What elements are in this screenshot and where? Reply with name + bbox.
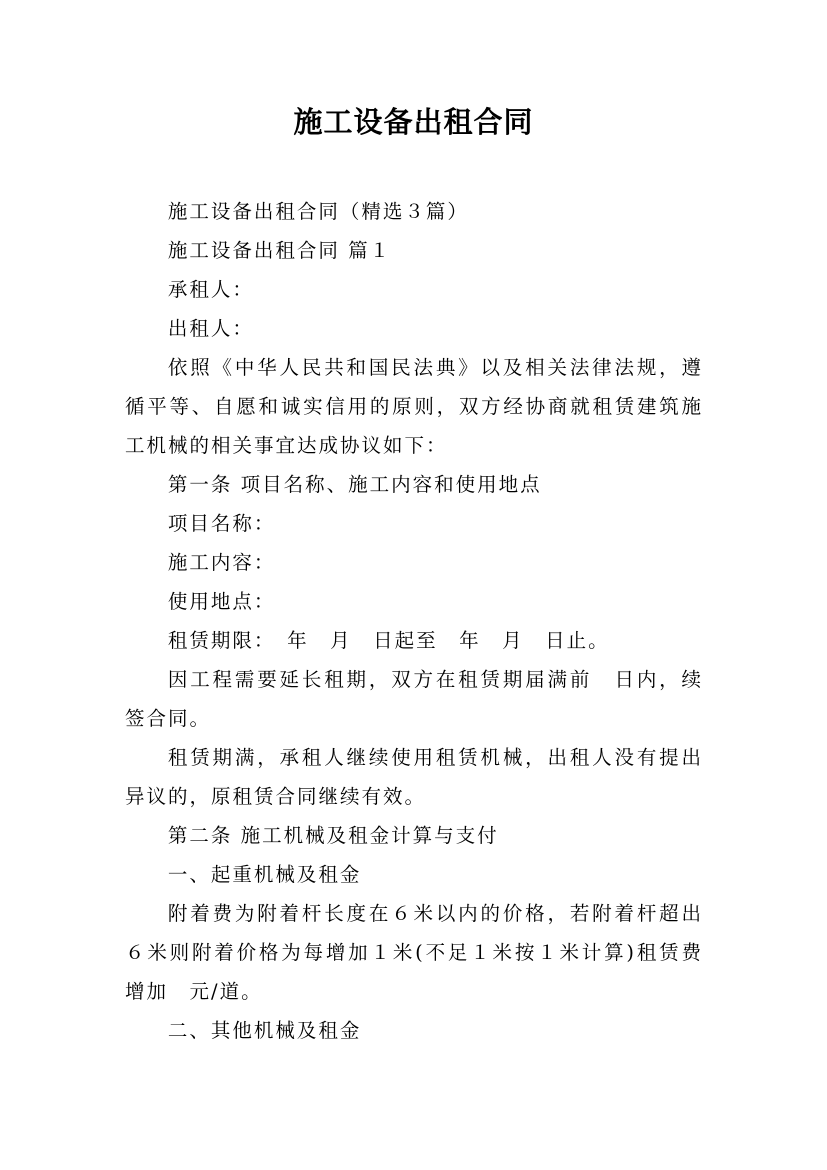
paragraph: 二、其他机械及租金 xyxy=(167,1019,362,1042)
paragraph: 一、起重机械及租金 xyxy=(167,863,362,886)
paragraph: 承租人： xyxy=(167,278,254,301)
document-body xyxy=(125,192,703,1050)
paragraph: 施工设备出租合同 篇１ xyxy=(167,239,392,262)
paragraph: 施工设备出租合同（精选３篇） xyxy=(167,200,469,223)
paragraph: 使用地点： xyxy=(167,590,276,613)
paragraph: 项目名称： xyxy=(167,512,276,535)
paragraph: 因工程需要延长租期，双方在租赁期届满前 日内，续签合同。 xyxy=(125,668,703,730)
paragraph: 第一条 项目名称、施工内容和使用地点 xyxy=(167,473,542,496)
paragraph: 第二条 施工机械及租金计算与支付 xyxy=(167,824,499,847)
paragraph: 依照《中华人民共和国民法典》以及相关法律法规，遵循平等、自愿和诚实信用的原则，双方经协商就租赁建筑施工机械的相关事宜达成协议如下： xyxy=(125,356,703,457)
paragraph: 施工内容： xyxy=(167,551,276,574)
paragraph: 出租人： xyxy=(167,317,254,340)
paragraph: 租赁期满，承租人继续使用租赁机械，出租人没有提出异议的，原租赁合同继续有效。 xyxy=(125,746,703,808)
paragraph: 附着费为附着杆长度在６米以内的价格，若附着杆超出６米则附着价格为每增加１米(不足１米按１米计算)租赁费增加 元/道。 xyxy=(125,902,703,1003)
document-title: 施工设备出租合同 xyxy=(293,105,534,139)
paragraph: 租赁期限： 年 月 日起至 年 月 日止。 xyxy=(167,629,610,652)
